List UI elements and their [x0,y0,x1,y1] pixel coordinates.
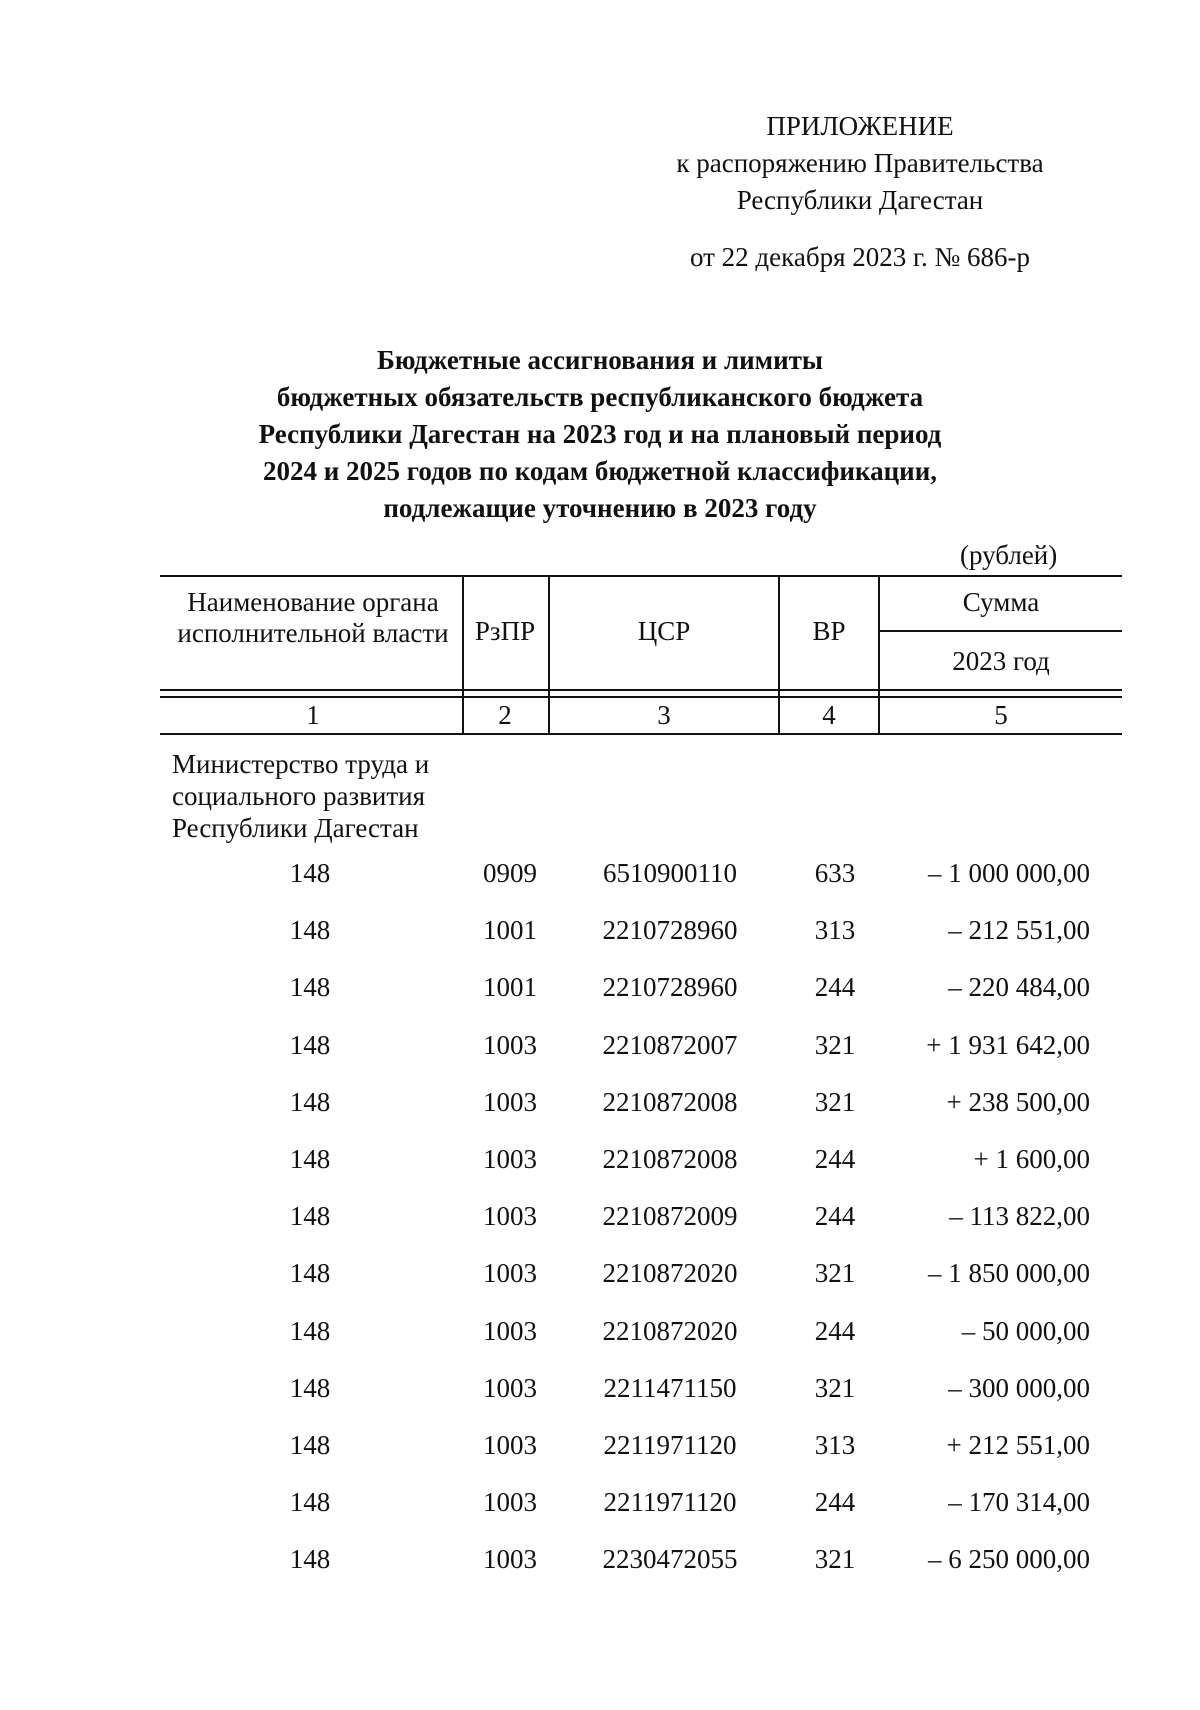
header-sum: Сумма [962,587,1040,617]
document-title [160,342,1040,527]
table-row [0,1316,1200,1373]
cell-rzpr: 1001 [483,915,537,946]
column-number: 2 [498,700,512,730]
cell-vr: 321 [814,1372,856,1403]
cell-vr: 244 [814,1487,856,1518]
cell-vr: 313 [814,915,856,946]
table-row [0,1373,1200,1430]
cell-csr: 2211971120 [603,1429,737,1460]
cell-sum: – 212 551,00 [948,915,1090,946]
cell-code: 148 [289,1201,331,1232]
cell-rzpr: 1003 [483,1029,537,1060]
cell-code: 148 [289,1086,331,1117]
column-divider [778,575,780,733]
table-row [0,1430,1200,1487]
column-number: 5 [994,700,1008,730]
cell-rzpr: 1003 [483,1372,537,1403]
cell-code: 148 [289,1315,331,1346]
cell-rzpr: 1001 [483,972,537,1003]
title-line: 2024 и 2025 годов по кодам бюджетной классификации, [262,456,938,486]
table-row [0,1030,1200,1087]
appendix-block [640,108,1080,276]
cell-rzpr: 0909 [483,858,537,888]
cell-sum: – 1 000 000,00 [928,858,1090,888]
appendix-date: от 22 декабря 2023 г. № 686-р [689,242,1031,272]
cell-vr: 321 [814,1258,856,1289]
table-row [0,858,1200,915]
department-name: Министерство труда и социального развития Республики Дагестан [172,749,430,843]
cell-sum: + 212 551,00 [946,1429,1090,1460]
table-body [0,858,1200,1601]
cell-rzpr: 1003 [483,1258,537,1289]
cell-vr: 321 [814,1544,856,1575]
cell-csr: 2210872009 [602,1201,738,1232]
cell-csr: 2211471150 [603,1372,737,1403]
cell-vr: 244 [814,972,856,1003]
table-row [0,915,1200,972]
title-line: Бюджетные ассигнования и лимиты [377,345,823,375]
cell-csr: 2210872020 [602,1315,738,1346]
cell-csr: 6510900110 [603,858,737,888]
cell-code: 148 [289,915,331,946]
cell-code: 148 [289,972,331,1003]
cell-csr: 2210728960 [602,972,738,1003]
cell-code: 148 [289,1143,331,1174]
column-divider [878,575,880,733]
cell-vr: 321 [814,1086,856,1117]
cell-csr: 2210872008 [602,1143,738,1174]
cell-csr: 2210872020 [602,1258,738,1289]
cell-code: 148 [289,858,331,888]
table-top-rule [160,575,1122,577]
table-row [0,1487,1200,1544]
table-row [0,1087,1200,1144]
table-row [0,1258,1200,1315]
appendix-line-2: Республики Дагестан [736,185,984,215]
table-row [0,1201,1200,1258]
cell-rzpr: 1003 [483,1201,537,1232]
cell-vr: 244 [814,1201,856,1232]
header-csr: ЦСР [637,616,691,646]
cell-csr: 2210728960 [602,915,738,946]
header-bottom-rule [160,689,1122,691]
table-row [0,1544,1200,1601]
cell-rzpr: 1003 [483,1143,537,1174]
cell-sum: – 170 314,00 [948,1487,1090,1518]
cell-vr: 244 [814,1315,856,1346]
cell-rzpr: 1003 [483,1315,537,1346]
cell-vr: 313 [814,1429,856,1460]
cell-csr: 2230472055 [602,1544,738,1575]
cell-sum: – 113 822,00 [949,1201,1090,1232]
cell-vr: 633 [814,858,856,888]
cell-csr: 2210872008 [602,1086,738,1117]
cell-vr: 321 [814,1029,856,1060]
header-name: Наименование органа исполнительной власти [177,587,449,648]
table-row [0,1144,1200,1201]
table-row [0,972,1200,1029]
cell-sum: – 220 484,00 [948,972,1090,1003]
column-number: 1 [306,700,320,730]
cell-csr: 2210872007 [602,1029,738,1060]
appendix-heading: ПРИЛОЖЕНИЕ [766,111,954,141]
header-rzpr: РзПР [474,616,536,646]
cell-sum: – 6 250 000,00 [928,1544,1090,1575]
cell-rzpr: 1003 [483,1544,537,1575]
cell-sum: + 238 500,00 [946,1086,1090,1117]
title-line: подлежащие уточнению в 2023 году [383,493,817,523]
cell-sum: – 50 000,00 [961,1315,1090,1346]
cell-code: 148 [289,1029,331,1060]
column-divider [462,575,464,733]
column-number: 3 [657,700,671,730]
cell-sum: – 300 000,00 [948,1372,1090,1403]
unit-label: (рублей) [960,540,1058,570]
column-divider [548,575,550,733]
cell-vr: 244 [814,1143,856,1174]
title-line: бюджетных обязательств республиканского бюджета [276,382,924,412]
cell-rzpr: 1003 [483,1487,537,1518]
sum-divider-rule [880,630,1122,632]
cell-csr: 2211971120 [603,1487,737,1518]
cell-rzpr: 1003 [483,1429,537,1460]
cell-code: 148 [289,1487,331,1518]
cell-sum: + 1 600,00 [973,1143,1090,1174]
cell-code: 148 [289,1372,331,1403]
cell-code: 148 [289,1258,331,1289]
cell-sum: – 1 850 000,00 [928,1258,1090,1289]
header-bottom-rule-2 [160,696,1122,698]
column-number: 4 [822,700,836,730]
header-vr: ВР [812,616,846,646]
cell-sum: + 1 931 642,00 [926,1029,1090,1060]
cell-code: 148 [289,1544,331,1575]
cell-rzpr: 1003 [483,1086,537,1117]
appendix-line-1: к распоряжению Правительства [676,148,1044,178]
number-row-rule [160,733,1122,735]
title-line: Республики Дагестан на 2023 год и на плановый период [258,419,942,449]
cell-code: 148 [289,1429,331,1460]
header-year: 2023 год [952,646,1050,676]
